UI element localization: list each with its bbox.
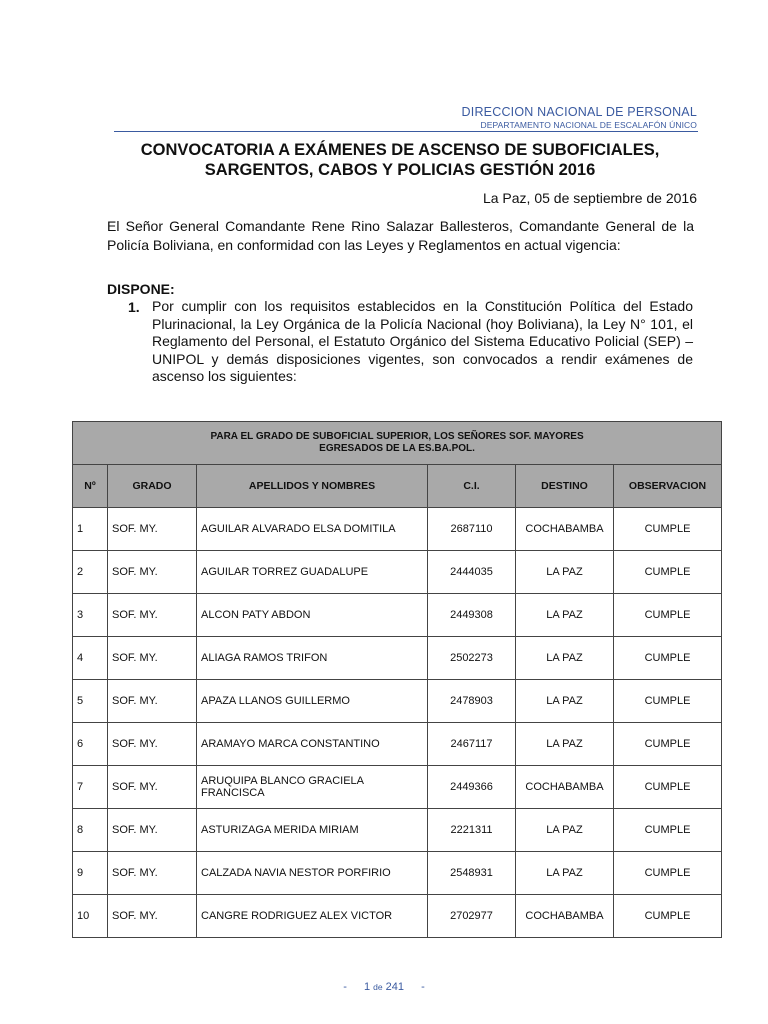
cell-grado: SOF. MY. — [108, 852, 197, 895]
cell-destino: LA PAZ — [516, 852, 614, 895]
cell-nombre: ARAMAYO MARCA CONSTANTINO — [197, 723, 428, 766]
cell-destino: COCHABAMBA — [516, 766, 614, 809]
cell-grado: SOF. MY. — [108, 637, 197, 680]
table-row — [73, 637, 722, 680]
header-apellidos-nombres: APELLIDOS Y NOMBRES — [197, 465, 428, 508]
header-destino: DESTINO — [516, 465, 614, 508]
cell-nombre: APAZA LLANOS GUILLERMO — [197, 680, 428, 723]
header-grado: GRADO — [108, 465, 197, 508]
cell-ci: 2444035 — [428, 551, 516, 594]
cell-grado: SOF. MY. — [108, 766, 197, 809]
cell-ci: 2449366 — [428, 766, 516, 809]
cell-ci: 2548931 — [428, 852, 516, 895]
cell-grado: SOF. MY. — [108, 508, 197, 551]
cell-number: 10 — [73, 895, 108, 938]
intro-paragraph: El Señor General Comandante Rene Rino Salazar Ballesteros, Comandante General de la Policía Boliviana, en conformidad con las Leyes y Reglamentos en actual vigencia: — [107, 218, 694, 253]
table-row — [73, 551, 722, 594]
cell-ci: 2478903 — [428, 680, 516, 723]
cell-nombre: ARUQUIPA BLANCO GRACIELA FRANCISCA — [197, 766, 428, 809]
cell-number: 2 — [73, 551, 108, 594]
candidates-table — [72, 421, 722, 938]
dispone-label: DISPONE: — [107, 281, 175, 297]
cell-nombre: CANGRE RODRIGUEZ ALEX VICTOR — [197, 895, 428, 938]
cell-number: 9 — [73, 852, 108, 895]
header-number: Nº — [73, 465, 108, 508]
cell-destino: LA PAZ — [516, 637, 614, 680]
title-line-1: CONVOCATORIA A EXÁMENES DE ASCENSO DE SUBOFICIALES, — [140, 141, 660, 159]
cell-number: 3 — [73, 594, 108, 637]
cell-grado: SOF. MY. — [108, 809, 197, 852]
table-caption-line-1: PARA EL GRADO DE SUBOFICIAL SUPERIOR, LOS SEÑORES SOF. MAYORES — [210, 431, 584, 442]
cell-observacion: CUMPLE — [614, 594, 722, 637]
cell-observacion: CUMPLE — [614, 508, 722, 551]
cell-ci: 2702977 — [428, 895, 516, 938]
cell-number: 1 — [73, 508, 108, 551]
table-row — [73, 895, 722, 938]
header-department: DIRECCION NACIONAL DE PERSONAL — [461, 105, 697, 119]
table-row — [73, 508, 722, 551]
footer-dash-right: - — [421, 981, 425, 993]
cell-ci: 2221311 — [428, 809, 516, 852]
table-row — [73, 723, 722, 766]
header-ci: C.I. — [428, 465, 516, 508]
table-header-row — [73, 465, 722, 508]
cell-number: 4 — [73, 637, 108, 680]
cell-grado: SOF. MY. — [108, 723, 197, 766]
cell-number: 7 — [73, 766, 108, 809]
table-row — [73, 852, 722, 895]
cell-destino: LA PAZ — [516, 594, 614, 637]
cell-nombre: ALCON PATY ABDON — [197, 594, 428, 637]
cell-observacion: CUMPLE — [614, 680, 722, 723]
header-subdepartment: DEPARTAMENTO NACIONAL DE ESCALAFÓN ÚNICO — [480, 120, 697, 130]
cell-number: 8 — [73, 809, 108, 852]
cell-observacion: CUMPLE — [614, 766, 722, 809]
cell-number: 5 — [73, 680, 108, 723]
page-footer — [0, 981, 768, 993]
item-number: 1. — [128, 299, 140, 315]
cell-ci: 2449308 — [428, 594, 516, 637]
cell-observacion: CUMPLE — [614, 809, 722, 852]
cell-grado: SOF. MY. — [108, 680, 197, 723]
table-caption — [73, 422, 722, 465]
cell-nombre: CALZADA NAVIA NESTOR PORFIRIO — [197, 852, 428, 895]
cell-grado: SOF. MY. — [108, 594, 197, 637]
cell-destino: LA PAZ — [516, 551, 614, 594]
cell-grado: SOF. MY. — [108, 895, 197, 938]
title-line-2: SARGENTOS, CABOS Y POLICIAS GESTIÓN 2016 — [204, 161, 596, 179]
page-of: de — [373, 982, 383, 992]
cell-destino: LA PAZ — [516, 723, 614, 766]
footer-dash-left: - — [343, 981, 347, 993]
cell-grado: SOF. MY. — [108, 551, 197, 594]
header-observacion: OBSERVACION — [614, 465, 722, 508]
cell-observacion: CUMPLE — [614, 852, 722, 895]
cell-number: 6 — [73, 723, 108, 766]
cell-destino: COCHABAMBA — [516, 895, 614, 938]
cell-destino: LA PAZ — [516, 809, 614, 852]
cell-destino: COCHABAMBA — [516, 508, 614, 551]
cell-ci: 2502273 — [428, 637, 516, 680]
page-total: 241 — [385, 981, 405, 993]
item-text: Por cumplir con los requisitos establecidos en la Constitución Política del Estado Plurinacional, la Ley Orgánica de la Policía Nacional (hoy Boliviana), la Ley N° 101, el Reglamento del Personal, el Estatuto Orgánico del Sistema Educativo Policial (SEP) – UNIPOL y demás disposiciones vigentes, son convocados a rendir exámenes de ascenso los siguientes: — [152, 298, 693, 384]
table-row — [73, 680, 722, 723]
cell-nombre: ASTURIZAGA MERIDA MIRIAM — [197, 809, 428, 852]
cell-nombre: ALIAGA RAMOS TRIFON — [197, 637, 428, 680]
table-row — [73, 809, 722, 852]
cell-nombre: AGUILAR TORREZ GUADALUPE — [197, 551, 428, 594]
table-row — [73, 594, 722, 637]
page-number: 1 — [363, 981, 371, 993]
table-row — [73, 766, 722, 809]
cell-destino: LA PAZ — [516, 680, 614, 723]
cell-observacion: CUMPLE — [614, 895, 722, 938]
document-date: La Paz, 05 de septiembre de 2016 — [482, 190, 697, 206]
cell-observacion: CUMPLE — [614, 723, 722, 766]
cell-observacion: CUMPLE — [614, 637, 722, 680]
table-caption-line-2: EGRESADOS DE LA ES.BA.POL. — [319, 443, 475, 454]
cell-ci: 2687110 — [428, 508, 516, 551]
cell-observacion: CUMPLE — [614, 551, 722, 594]
cell-nombre: AGUILAR ALVARADO ELSA DOMITILA — [197, 508, 428, 551]
cell-ci: 2467117 — [428, 723, 516, 766]
document-title — [100, 140, 700, 180]
header-rule — [114, 131, 698, 132]
